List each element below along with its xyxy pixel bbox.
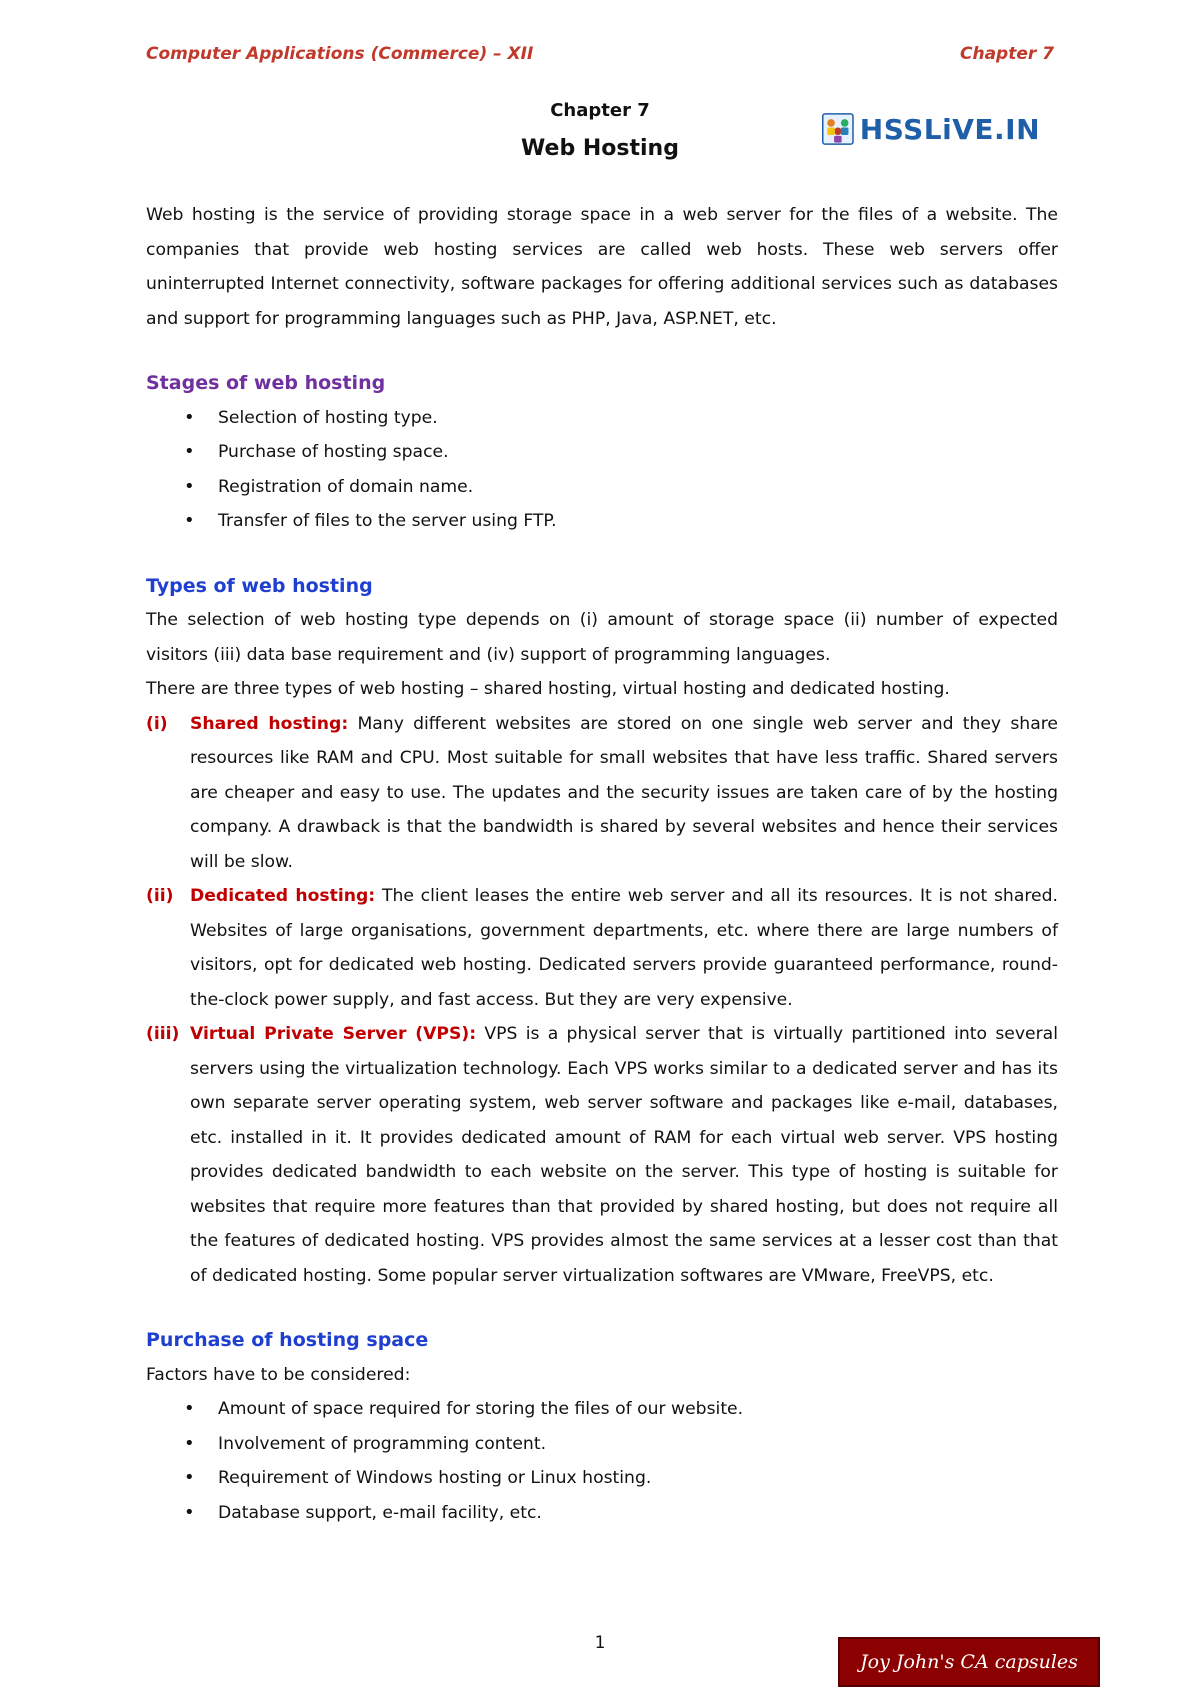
list-item: • Requirement of Windows hosting or Linux hosting. — [218, 1461, 1058, 1496]
list-item: • Registration of domain name. — [218, 470, 1058, 505]
list-item: • Amount of space required for storing the files of our website. — [218, 1392, 1058, 1427]
list-item: • Involvement of programming content. — [218, 1427, 1058, 1462]
logo-text: HSSLiVE.IN — [859, 112, 1040, 146]
item-term: Shared hosting: — [190, 713, 349, 734]
section-heading-types: Types of web hosting — [146, 574, 373, 597]
running-header-right: Chapter 7 — [959, 44, 1054, 64]
hosting-type-dedicated — [146, 879, 1058, 1017]
list-item: • Transfer of files to the server using FTP. — [218, 504, 1058, 539]
purchase-list — [146, 1392, 1058, 1530]
chapter-label: Chapter 7 — [550, 100, 650, 121]
item-term: Dedicated hosting: — [190, 886, 376, 906]
author-badge: Joy John's CA capsules — [838, 1637, 1100, 1687]
hsslive-logo — [822, 106, 1040, 152]
main-content — [146, 198, 1058, 1530]
logo-people-icon — [822, 108, 854, 150]
hosting-type-vps — [146, 1017, 1058, 1293]
item-number: (iii) — [146, 1024, 180, 1044]
list-item: • Database support, e-mail facility, etc. — [218, 1496, 1058, 1531]
list-item: • Purchase of hosting space. — [218, 435, 1058, 470]
stages-list — [146, 401, 1058, 539]
hosting-type-shared — [146, 707, 1058, 880]
item-number: (ii) — [146, 886, 174, 906]
page-title: Web Hosting — [521, 136, 679, 161]
section-heading-purchase: Purchase of hosting space — [146, 1329, 429, 1351]
item-term: Virtual Private Server (VPS): — [190, 1024, 477, 1044]
item-text: VPS is a physical server that is virtually partitioned into several servers using the virtualization technology. Each VPS works similar to a dedicated server and has its own separate server operating system, web server software and packages like e-mail, databases, etc. installed in it. It provides dedicated amount of RAM for each virtual web server. VPS hosting provides dedicated bandwidth to each website on the server. This type of hosting is suitable for websites that require more features than that provided by shared hosting, but does not require all the features of dedicated hosting. VPS provides almost the same services at a lesser cost than that of dedicated hosting. Some popular server virtualization softwares are VMware, FreeVPS, etc. — [190, 1024, 1058, 1286]
list-item: • Selection of hosting type. — [218, 401, 1058, 436]
section-heading-stages: Stages of web hosting — [146, 372, 386, 394]
item-number: (i) — [146, 713, 168, 734]
page-number: 1 — [594, 1633, 606, 1653]
types-summary: There are three types of web hosting – shared hosting, virtual hosting and dedicated hosting. — [146, 679, 950, 699]
item-text: The client leases the entire web server and all its resources. It is not shared. Websites of large organisations, government departments, etc. where there are large numbers of visitors, opt for dedicated web hosting. Dedicated servers provide guaranteed performance, round-the-clock power supply, and fast access. But they are very expensive. — [190, 886, 1058, 1010]
purchase-lead: Factors have to be considered: — [146, 1364, 411, 1385]
intro-paragraph: Web hosting is the service of providing storage space in a web server for the files of a website. The companies that provide web hosting services are called web hosts. These web servers offer uninterrupted Internet connectivity, software packages for offering additional services such as databases and support for programming languages such as PHP, Java, ASP.NET, etc. — [146, 205, 1058, 329]
types-paragraph: The selection of web hosting type depends on (i) amount of storage space (ii) number of expected visitors (iii) data base requirement and (iv) support of programming languages. — [146, 610, 1058, 665]
running-header-left: Computer Applications (Commerce) – XII — [146, 44, 534, 64]
item-text: Many different websites are stored on one single web server and they share resources like RAM and CPU. Most suitable for small websites that have less traffic. Shared servers are cheaper and easy to use. The updates and the security issues are taken care of by the hosting company. A drawback is that the bandwidth is shared by several websites and hence their services will be slow. — [190, 713, 1058, 872]
